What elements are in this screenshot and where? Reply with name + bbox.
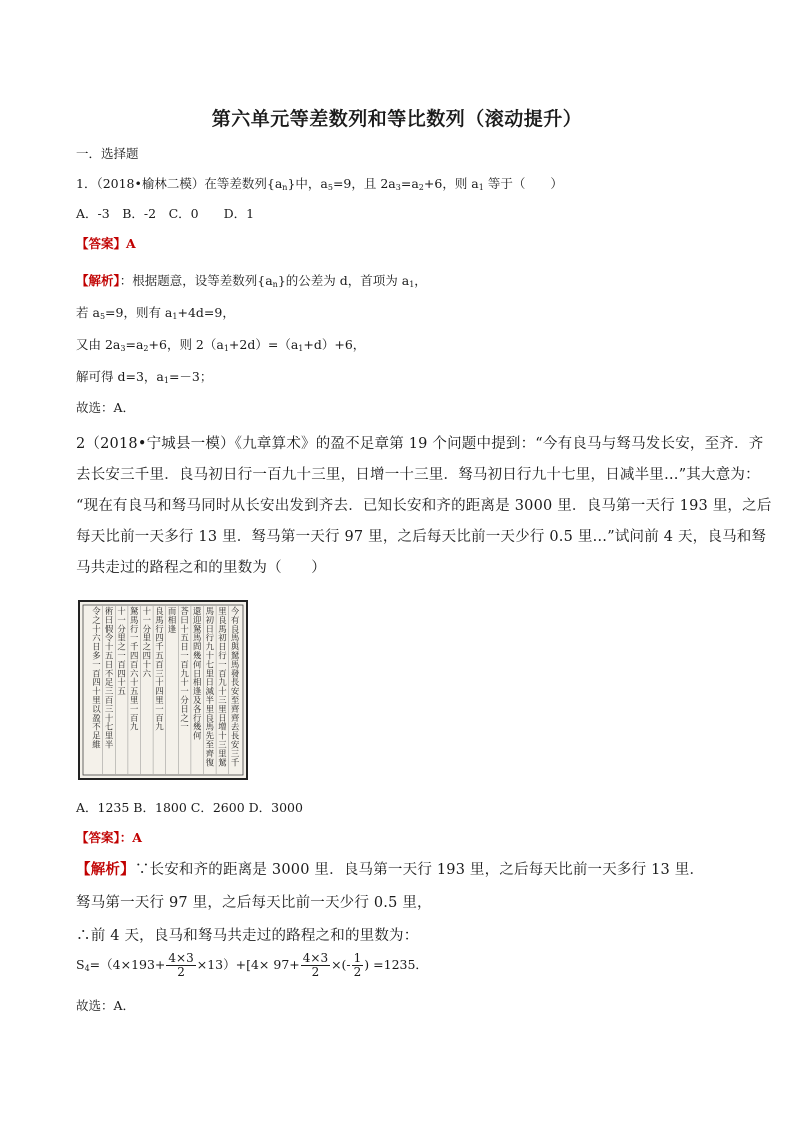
q1-answer: 【答案】A: [76, 236, 136, 251]
q2-stem-line4: 每天比前一天多行 13 里．驽马第一天行 97 里，之后每天比前一天少行 0.5 里…”试问前 4 天，良马和驽: [76, 529, 767, 545]
classical-text-column: 而相逢: [167, 606, 177, 634]
classical-text-column: 今有良馬與駑馬發長安至齊齊去長安三千: [230, 606, 240, 768]
classical-text-image: [78, 600, 248, 780]
classical-text-column: 良馬行四千五百三十四里一百九: [155, 606, 164, 732]
classical-text-figure: [78, 600, 248, 780]
q1-options: A．-3 B．-2 C．0 D．1: [76, 206, 255, 221]
q2-analysis-line1: 【解析】∵长安和齐的距离是 3000 里．良马第一天行 193 里，之后每天比前一天多行 13 里．: [76, 861, 705, 878]
q2-stem-line2: 去长安三千里．良马初日行一百九十三里，日增一十三里．驽马初日行九十七里，日减半里…”其大意为：: [76, 467, 760, 483]
q1-analysis-line2: 又由 $2a_3=a_2+6$，则 $2(a_1+2d)=(a_1+d)+6$，: [76, 337, 366, 353]
q2-stem-line1: 2（2018•宁城县一模）《九章算术》的盈不足章第 19 个问题中提到：“今有良马与驽马发长安，至齐．齐: [76, 436, 764, 452]
section-heading: 一．选择题: [76, 146, 139, 161]
classical-text-column: 荅曰十五日一百九十一分日之一: [180, 606, 189, 732]
classical-text-column: 十一分里之一百四十五: [117, 606, 126, 697]
q2-conclusion: 故选：A．: [76, 998, 136, 1013]
classical-text-column: 術曰假令十五日不足三百三十七里半: [104, 606, 114, 750]
q2-formula: $S_4=(4\times 193+$ $\frac{4\times 3}{2}$ ×13）+[4× 97+ $\frac{4\times 3}{2}$ ×(- $\frac{1}{2}$ ) =1235．: [76, 951, 428, 979]
classical-text-column: 十一分里之四十六: [142, 606, 151, 679]
q2-analysis-line2: 驽马第一天行 97 里，之后每天比前一天少行 0.5 里，: [76, 895, 432, 911]
q2-options: A．1235 B．1800 C．2600 D．3000: [76, 800, 303, 815]
fraction: $\frac{4\times 3}{2}$: [302, 951, 329, 979]
q1-analysis-line1: 若 $a_5=9$，则有 $a_1+4d=9$，: [76, 305, 235, 321]
classical-text-column: 馬初日行九十七里日減半里良馬先至齊復: [205, 606, 214, 768]
classical-text-column: 駑馬行一千四百六十五里一百九: [130, 606, 139, 732]
q1-stem: 1．（2018•榆林二模）在等差数列$\{a_n\}$中，$a_5=9$，且 $2a_3=a_2+6$，则 $a_1$ 等于（ ）: [76, 176, 563, 192]
classical-text-column: 還迎駑馬問幾何日相逢及各行幾何: [193, 606, 202, 741]
q2-stem-line5: 马共走过的路程之和的里数为（ ）: [76, 560, 326, 576]
classical-text-column: 令之十六日多一百四十里以盈不足維: [92, 606, 101, 750]
q2-answer: 【答案】：A: [76, 830, 142, 845]
q2-stem-line3: “现在有良马和驽马同时从长安出发到齐去．已知长安和齐的距离是 3000 里．良马第一天行 193 里，之后: [76, 498, 772, 514]
page-title: 第六单元等差数列和等比数列（滚动提升）: [211, 108, 583, 130]
q1-conclusion: 故选：A．: [76, 400, 136, 415]
fraction: $\frac{1}{2}$: [353, 951, 362, 979]
q1-analysis-line3: 解可得 d=3，$a_1=-3$；: [76, 369, 213, 385]
q2-analysis-line3: ∴前 4 天，良马和驽马共走过的路程之和的里数为：: [76, 928, 419, 944]
classical-text-column: 里良馬初日行一百九十三里日增十三里駑: [218, 606, 227, 768]
q1-analysis-intro: 【解析】：根据题意，设等差数列$\{a_n\}$的公差为 d，首项为 $a_1$，: [76, 273, 427, 289]
fraction: $\frac{4\times 3}{2}$: [168, 951, 194, 979]
